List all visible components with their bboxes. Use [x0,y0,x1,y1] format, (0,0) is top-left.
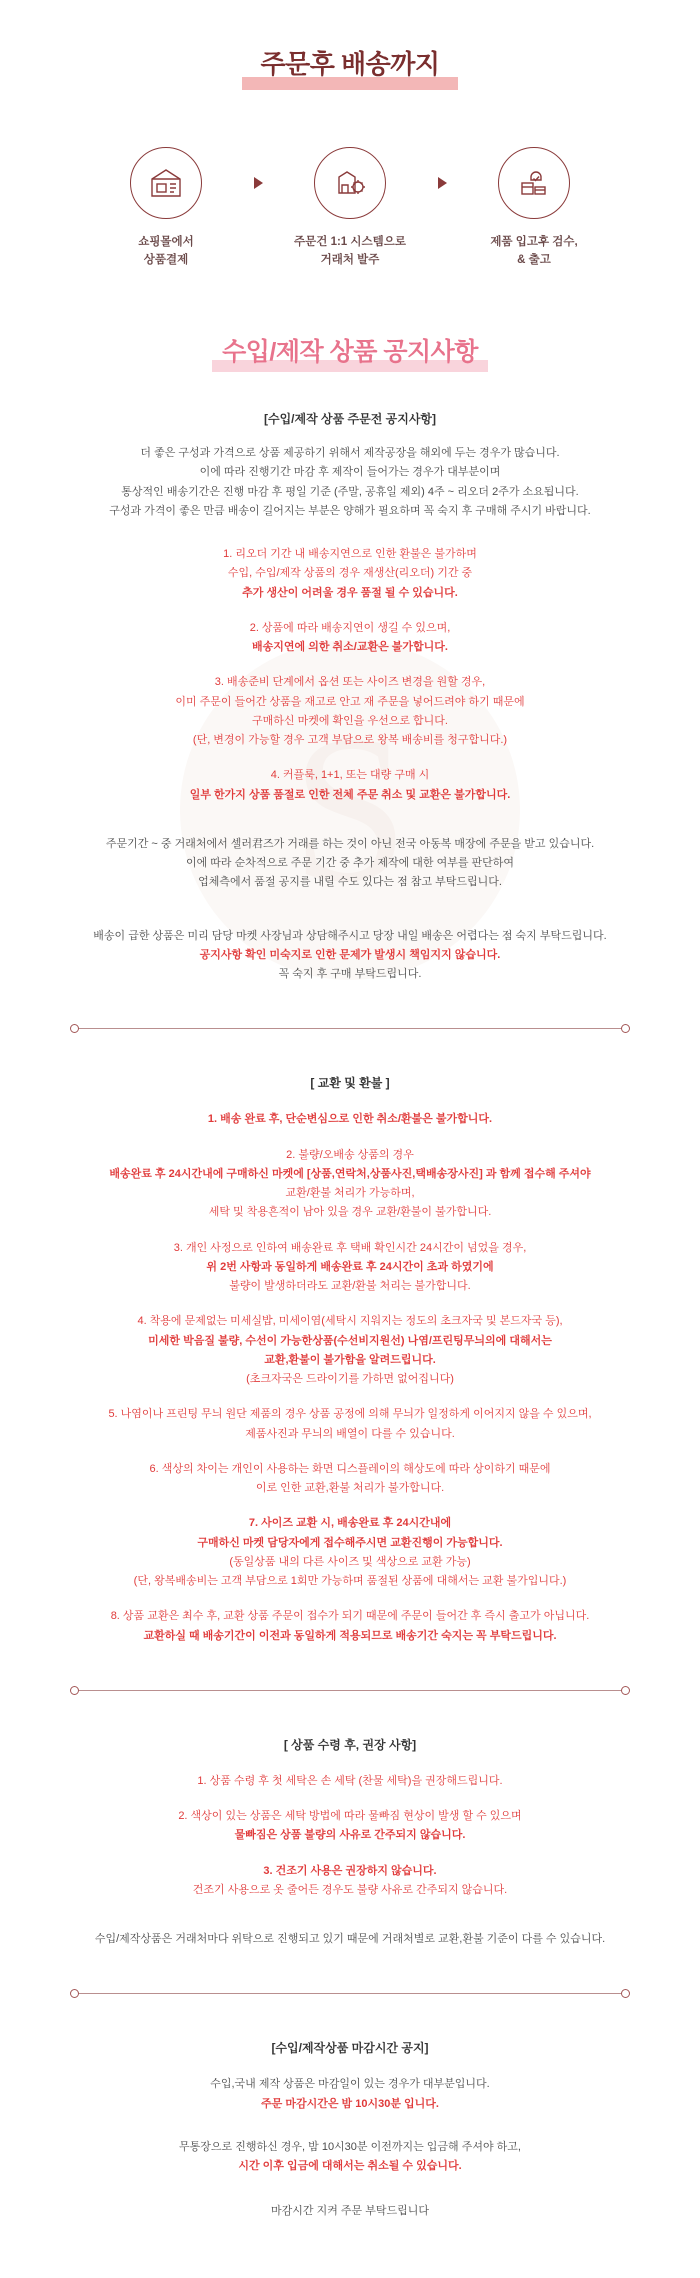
notice-line: 8. 상품 교환은 최수 후, 교환 상품 주문이 접수가 되기 때문에 주문이 들어간 후 즉시 출고가 아닙니다. [110,1610,590,1623]
notice-line: 교환,환불이 불가함을 알려드립니다. [264,1353,436,1366]
notice-line: 물빠짐은 상품 불량의 사유로 간주되지 않습니다. [234,1829,466,1842]
section-2-item-7 [0,1514,700,1591]
section-1-item-3 [0,673,700,750]
section-4-block-2 [0,2138,700,2177]
section-1-intro [0,444,700,521]
notice-line: 교환/환불 처리가 가능하며, [285,1187,415,1200]
divider-1 [70,1024,630,1033]
section-2-item-8 [0,1607,700,1646]
top-banner [0,0,700,92]
notice-line: 세탁 및 착용흔적이 남아 있을 경우 교환/환불이 불가합니다. [208,1206,492,1219]
notice-line: 7. 사이즈 교환 시, 배송완료 후 24시간내에 [248,1517,452,1530]
section-2-item-1 [0,1110,700,1129]
notice-line: 시간 이후 입금에 대해서는 취소될 수 있습니다. [238,2160,462,2173]
notice-line: 배송지연에 의한 취소/교환은 불가합니다. [252,641,448,654]
notice-line: 3. 배송준비 단계에서 옵션 또는 사이즈 변경을 원할 경우, [214,676,486,689]
notice-line: 6. 색상의 차이는 개인이 사용하는 화면 디스플레이의 해상도에 따라 상이하기 때문에 [149,1462,551,1475]
notice-line: 위 2번 사항과 동일하게 배송완료 후 24시간이 초과 하였기에 [206,1260,494,1273]
order-system-icon [314,147,386,219]
banner-title-box [242,40,457,92]
notice-line: 주문 마감시간은 밤 10시30분 입니다. [261,2097,439,2110]
section-deadline-notice [0,2038,700,2221]
notice-line: 이미 주문이 들어간 상품을 재고로 안고 재 주문을 넣어드려야 하기 때문에 [175,695,525,708]
notice-line: 수입/제작상품은 거래처마다 위탁으로 진행되고 있기 때문에 거래처별로 교환,환불 기준이 다를 수 있습니다. [94,1933,606,1946]
step-2-label: 주문건 1:1 시스템으로 거래처 발주 [294,235,406,266]
section-1-item-1 [0,545,700,603]
section-1-item-2 [0,619,700,658]
shop-payment-icon [130,147,202,219]
notice-line: 미세한 박음질 불량, 수선이 가능한상품(수선비지원선) 나염/프린팅무늬의에 대해서는 [148,1334,552,1347]
section-1-intro-line-3: 구성과 가격이 좋은 만큼 배송이 길어지는 부분은 양해가 필요하며 꼭 숙지 후 구매해 주시기 바랍니다. [109,504,591,517]
notice-line: 교환하실 때 배송기간이 이전과 동일하게 적용되므로 배송기간 숙지는 꼭 부탁드립니다. [143,1629,557,1642]
divider-2 [70,1686,630,1695]
section-order-notice [0,409,700,984]
notice-line: 5. 나염이나 프린팅 무늬 원단 제품의 경우 상품 공정에 의해 무늬가 일정하게 이어지지 않을 수 있으며, [108,1408,592,1421]
notice-line: 꼭 숙지 후 구매 부탁드립니다. [278,968,422,981]
notice-line: 수입,국내 제작 상품은 마감일이 있는 경우가 대부분입니다. [210,2078,490,2091]
notice-line: (단, 왕복배송비는 고객 부담으로 1회만 가능하며 품절된 상품에 대해서는 교환 불가입니다.) [133,1575,567,1588]
section-1-title: [수입/제작 상품 주문전 공지사항] [263,412,437,427]
notice-line: 1. 리오더 기간 내 배송지연으로 인한 환불은 불가하며 [223,548,477,561]
notice-line: 이로 인한 교환,환불 처리가 불가합니다. [255,1482,445,1495]
notice-line: (초크자국은 드라이기를 가하면 없어집니다) [246,1373,454,1386]
section-4-block-1 [0,2075,700,2114]
section-1-closing-1 [0,835,700,893]
right-arrow-icon-2 [425,147,459,219]
section-3-item-3 [0,1862,700,1901]
section-3-title: [ 상품 수령 후, 권장 사항] [283,1737,417,1752]
section-1-closing-2 [0,927,700,985]
notice-line: 2. 불량/오배송 상품의 경우 [286,1148,414,1161]
notice-line: 구매하신 마켓 담당자에게 접수해주시면 교환진행이 가능합니다. [197,1536,503,1549]
notice-line: 건조기 사용으로 옷 줄어든 경우도 불량 사유로 간주되지 않습니다. [192,1883,508,1896]
process-steps [0,147,700,270]
banner-title: 주문후 배송까지 [260,49,440,79]
notice-line: 제품사진과 무늬의 배열이 다를 수 있습니다. [245,1427,455,1440]
notice-line: 불량이 발생하더라도 교환/환불 처리는 불가합니다. [229,1280,471,1293]
notice-line: 배송이 급한 상품은 미리 담당 마켓 사장님과 상담해주시고 당장 내일 배송은 어렵다는 점 숙지 부탁드립니다. [93,929,607,942]
notice-line: 1. 상품 수령 후 첫 세탁은 손 세탁 (찬물 세탁)을 권장해드립니다. [197,1774,503,1787]
section-2-item-3 [0,1239,700,1297]
notice-line: 추가 생산이 어려울 경우 품절 될 수 있습니다. [242,586,458,599]
notice-line: 4. 착용에 문제없는 미세실밥, 미세이염(세탁시 지워지는 정도의 초크자국 및 본드자국 등), [137,1315,563,1328]
section-1-item-4 [0,766,700,805]
inspection-shipping-icon [498,147,570,219]
main-heading [0,331,700,375]
section-4-block-3 [0,2202,700,2221]
notice-line: 무통장으로 진행하신 경우, 밤 10시30분 이전까지는 입금해 주셔야 하고, [179,2140,521,2153]
section-3-item-2 [0,1807,700,1846]
pink-heading-text: 수입/제작 상품 공지사항 [222,338,478,367]
section-2-item-6 [0,1460,700,1499]
notice-line: 1. 배송 완료 후, 단순변심으로 인한 취소/환불은 불가합니다. [207,1113,493,1126]
notice-line: 이에 따라 순차적으로 주문 기간 중 추가 제작에 대한 여부를 판단하여 [185,857,515,870]
section-1-intro-line-0: 더 좋은 구성과 가격으로 상품 제공하기 위해서 제작공장을 해외에 두는 경우가 많습니다. [140,447,560,460]
section-4-title: [수입/제작상품 마감시간 공지] [271,2041,429,2056]
step-3-label: 제품 입고후 검수, & 출고 [490,235,578,266]
notice-line: (동일상품 내의 다른 사이즈 및 색상으로 교환 가능) [229,1555,471,1568]
step-1 [91,147,241,270]
notice-line: 일부 한가지 상품 품절로 인한 전체 주문 취소 및 교환은 불가합니다. [189,788,511,801]
section-1-intro-line-2: 통상적인 배송기간은 진행 마감 후 평일 기준 (주말, 공휴일 제외) 4주 ~ 리오더 2주가 소요됩니다. [121,485,579,498]
section-1-intro-line-1: 이에 따라 진행기간 마감 후 제작이 들어가는 경우가 대부분이며 [199,466,501,479]
step-2 [275,147,425,270]
notice-line: 3. 개인 사정으로 인하여 배송완료 후 택배 확인시간 24시간이 넘었을 경우, [173,1241,527,1254]
section-3-item-1 [0,1772,700,1791]
section-exchange-refund [0,1073,700,1646]
notice-line: (단, 변경이 가능할 경우 고객 부담으로 왕복 배송비를 청구합니다.) [192,734,508,747]
notice-line: 수입, 수입/제작 상품의 경우 재생산(리오더) 기간 중 [227,567,473,580]
divider-3 [70,1989,630,1998]
section-2-item-5 [0,1405,700,1444]
section-care-recommend [0,1735,700,1950]
section-3-closing [0,1930,700,1949]
step-1-label: 쇼핑몰에서 상품결제 [138,235,194,266]
notice-line: 마감시간 지켜 주문 부탁드립니다 [271,2205,429,2218]
notice-line: 4. 커플룩, 1+1, 또는 대량 구매 시 [270,769,430,782]
notice-line: 구매하신 마켓에 확인을 우선으로 합니다. [252,714,448,727]
right-arrow-icon [241,147,275,219]
section-2-title: [ 교환 및 환불 ] [310,1076,390,1091]
notice-line: 3. 건조기 사용은 권장하지 않습니다. [263,1864,437,1877]
section-2-item-4 [0,1312,700,1389]
notice-line: 배송완료 후 24시간내에 구매하신 마켓에 [상품,연락처,상품사진,택배송장사진] 과 함께 접수해 주셔야 [109,1167,591,1180]
notice-line: 2. 상품에 따라 배송지연이 생길 수 있으며, [249,621,451,634]
notice-line: 2. 색상이 있는 상품은 세탁 방법에 따라 물빠짐 현상이 발생 할 수 있으며 [178,1810,522,1823]
section-2-item-2 [0,1146,700,1223]
notice-line: 업체측에서 품절 공지를 내릴 수도 있다는 점 참고 부탁드립니다. [198,876,502,889]
step-3 [459,147,609,270]
notice-line: 공지사항 확인 미숙지로 인한 문제가 발생시 책임지지 않습니다. [199,948,501,961]
notice-line: 주문기간 ~ 중 거래처에서 셀러君즈가 거래를 하는 것이 아닌 전국 아동복 매장에 주문을 받고 있습니다. [105,837,595,850]
pink-heading-box [212,331,488,375]
